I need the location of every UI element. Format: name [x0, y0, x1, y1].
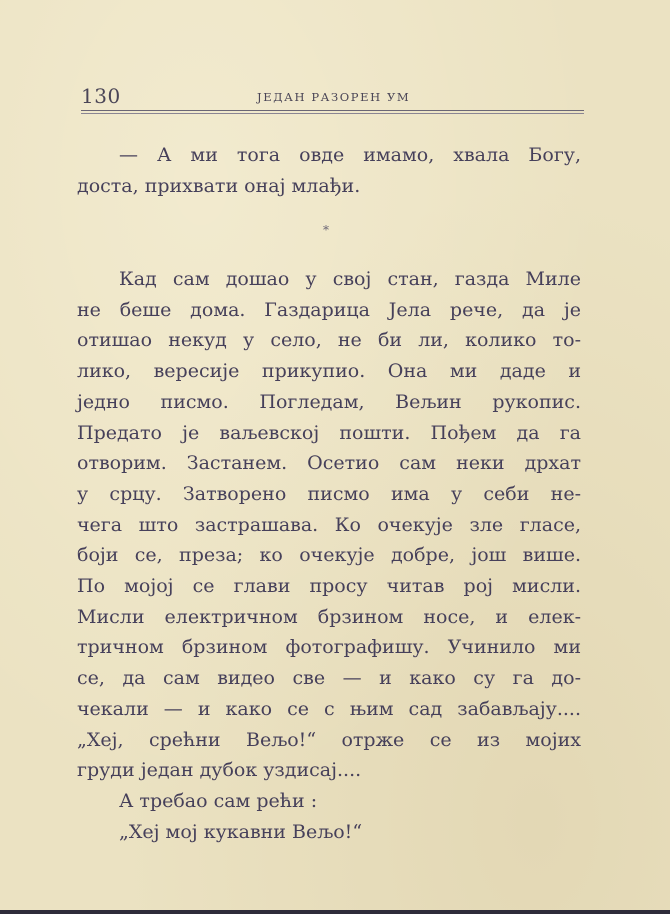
- header-rule: [81, 110, 584, 111]
- text-line: А требао сам рећи :: [119, 789, 318, 812]
- text-line: лико, вересије прикупио. Она ми даде и: [77, 360, 581, 383]
- section-separator: *: [323, 223, 329, 237]
- text-line: чега што застрашава. Ко очекује зле гласе,: [77, 513, 581, 536]
- text-line: груди један дубок уздисај....: [77, 759, 362, 782]
- text-line: „Хеј мој кукавни Вељо!“: [119, 820, 363, 843]
- text-line: — А ми тога овде имамо, хвала Богу,: [119, 144, 581, 166]
- text-line: се, да сам видео све — и како су га до-: [77, 667, 581, 690]
- paragraph-1: [77, 140, 581, 201]
- text-line: По мојој се глави просу читав рој мисли.: [77, 575, 581, 598]
- text-line: отишао некуд у село, не би ли, колико то-: [77, 329, 581, 352]
- text-line: Мисли електричном брзином носе, и елек-: [77, 605, 581, 628]
- text-line: не беше дома. Газдарица Јела рече, да је: [77, 298, 581, 321]
- text-line: боји се, преза; ко очекује добре, још више.: [77, 544, 581, 567]
- text-line: Предато је ваљевској пошти. Пођем да га: [77, 421, 581, 444]
- text-line: чекали — и како се с њим сад забављају....: [77, 697, 581, 720]
- text-line: „Хеј, срећни Вељо!“ отрже се из мојих: [77, 728, 581, 751]
- header-rule-secondary: [81, 113, 584, 114]
- text-line: Кад сам дошао у свој стан, газда Миле: [119, 268, 581, 290]
- page-number: 130: [81, 84, 121, 108]
- text-line: тричном брзином фотографишу. Учинило ми: [77, 636, 581, 659]
- text-line: отворим. Застанем. Осетио сам неки дрхат: [77, 452, 581, 475]
- paragraph-2: [77, 264, 581, 847]
- text-line: једно писмо. Погледам, Вељин рукопис.: [77, 390, 581, 413]
- text-line: доста, прихвати онај млађи.: [77, 174, 361, 197]
- page-header: [81, 84, 584, 108]
- text-line: у срцу. Затворено писмо има у себи не-: [77, 482, 581, 505]
- running-head: ЈЕДАН РАЗОРЕН УМ: [257, 90, 411, 104]
